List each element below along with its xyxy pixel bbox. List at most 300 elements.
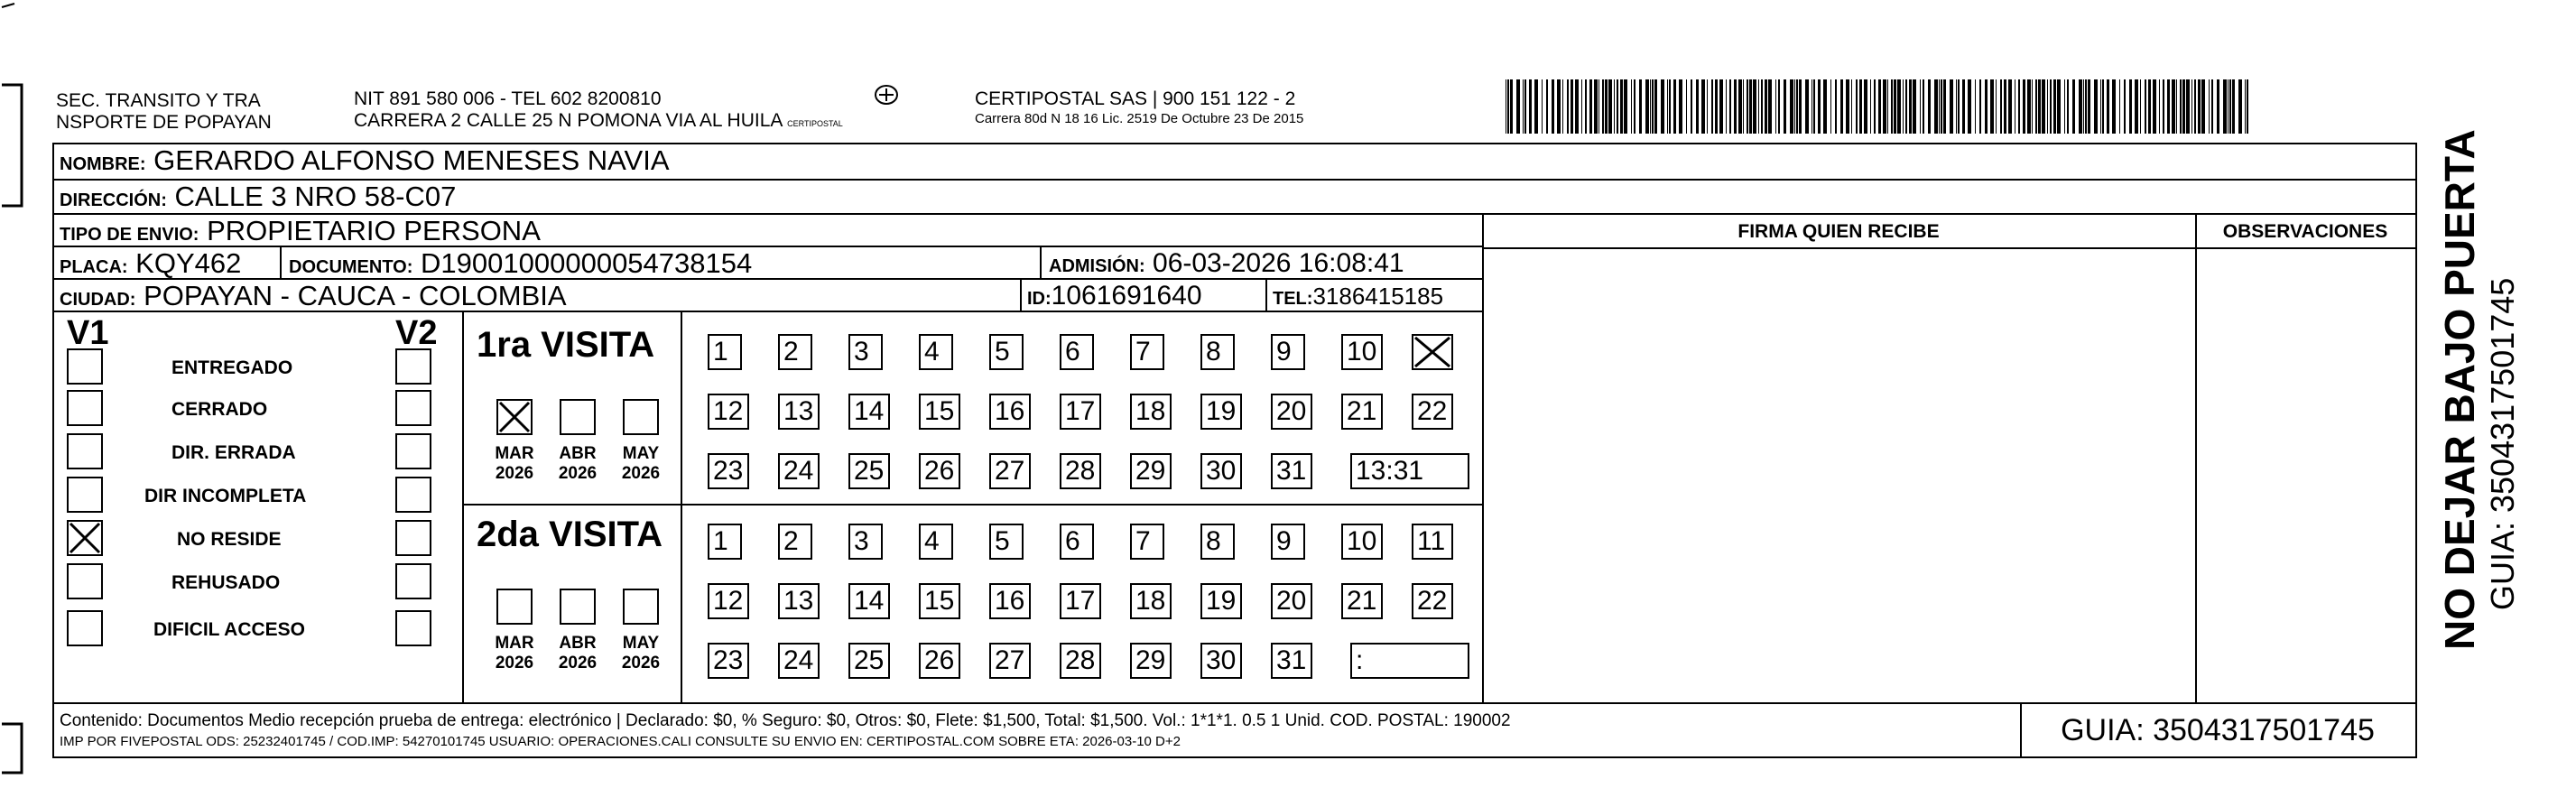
day-box[interactable] — [989, 643, 1031, 679]
month-checkbox[interactable] — [623, 399, 659, 435]
day-box[interactable] — [1271, 583, 1312, 619]
day-box-label: 28 — [1065, 645, 1096, 675]
day-box[interactable] — [919, 643, 960, 679]
day-box[interactable] — [1341, 524, 1383, 560]
barcode-bar — [2129, 79, 2132, 134]
barcode-bar — [1552, 79, 1554, 134]
divider-days — [681, 312, 682, 704]
day-box[interactable] — [1130, 583, 1172, 619]
barcode-bar — [2153, 79, 2156, 134]
v1-checkbox[interactable] — [67, 520, 103, 556]
barcode-bar — [1585, 79, 1587, 134]
barcode-bar — [1614, 79, 1615, 134]
barcode-bar — [1729, 79, 1731, 134]
barcode-bar — [1645, 79, 1649, 134]
day-box[interactable] — [848, 453, 890, 489]
day-box[interactable] — [848, 334, 883, 370]
day-box-label: 4 — [924, 337, 940, 366]
month-label: MAR 2026 — [495, 444, 534, 483]
row-placa: PLACA: KQY462 — [54, 247, 1482, 280]
divider-visit-rows — [462, 504, 1482, 506]
day-box[interactable] — [919, 334, 953, 370]
day-box[interactable] — [778, 334, 812, 370]
day-box-label: 24 — [783, 645, 814, 675]
divider-visits — [462, 312, 464, 704]
day-box[interactable] — [1130, 334, 1164, 370]
barcode-bar — [2085, 79, 2087, 134]
v2-label: V2 — [395, 314, 438, 352]
day-box[interactable] — [1412, 394, 1453, 430]
day-box-label: 31 — [1276, 456, 1307, 486]
barcode-bar — [2194, 79, 2196, 134]
barcode-bar — [1669, 79, 1671, 134]
day-box[interactable] — [1200, 334, 1235, 370]
day-box-label: 17 — [1065, 586, 1096, 616]
day-box-label: 27 — [995, 456, 1025, 486]
v2-checkbox[interactable] — [395, 433, 431, 469]
barcode — [1506, 79, 2255, 138]
barcode-bar — [1765, 79, 1767, 134]
barcode-bar — [2217, 79, 2219, 134]
status-label: DIFICIL ACCESO — [153, 619, 306, 640]
barcode-bar — [2032, 79, 2033, 134]
first-visit-title: 1ra VISITA — [477, 325, 655, 365]
day-box-label: 26 — [924, 645, 955, 675]
barcode-bar — [2053, 79, 2056, 134]
barcode-bar — [1524, 79, 1526, 134]
barcode-bar — [1909, 79, 1912, 134]
day-box[interactable] — [1200, 394, 1242, 430]
barcode-bar — [2209, 79, 2210, 134]
day-box[interactable] — [708, 453, 749, 489]
admision-cell: ADMISIÓN: 06-03-2026 16:08:41 — [1040, 247, 1404, 280]
day-box-label: 30 — [1206, 456, 1237, 486]
documento-value: D19001000000054738154 — [421, 247, 753, 279]
documento-cell: DOCUMENTO: D19001000000054738154 — [280, 247, 752, 280]
barcode-bar — [2067, 79, 2069, 134]
barcode-bar — [1941, 79, 1942, 134]
day-box[interactable] — [1130, 643, 1172, 679]
barcode-bar — [1575, 79, 1579, 134]
day-box[interactable] — [708, 394, 749, 430]
day-box[interactable] — [1341, 583, 1383, 619]
barcode-bar — [1870, 79, 1871, 134]
barcode-bar — [1673, 79, 1676, 134]
barcode-bar — [2088, 79, 2090, 134]
day-box-label: 24 — [783, 456, 814, 486]
day-box-label: 2 — [783, 337, 799, 366]
barcode-bar — [2079, 79, 2082, 134]
day-box[interactable] — [848, 524, 883, 560]
barcode-bar — [2176, 79, 2177, 134]
barcode-bar — [1939, 79, 1940, 134]
day-box-label: 22 — [1417, 586, 1448, 616]
barcode-bar — [2148, 79, 2151, 134]
day-box[interactable] — [989, 334, 1024, 370]
day-box[interactable] — [1060, 453, 1101, 489]
day-box-label: 18 — [1135, 396, 1166, 426]
time-box-label: : — [1356, 645, 1364, 675]
barcode-bar — [1883, 79, 1886, 134]
barcode-bar — [1691, 79, 1692, 134]
barcode-bar — [1634, 79, 1635, 134]
barcode-bar — [1639, 79, 1642, 134]
day-box[interactable] — [1060, 334, 1094, 370]
time-box[interactable] — [1350, 643, 1469, 679]
month-checkbox[interactable] — [496, 399, 533, 435]
day-box[interactable] — [1412, 524, 1453, 560]
day-box-label: 6 — [1065, 526, 1080, 556]
day-box-label: 16 — [995, 586, 1025, 616]
row-tipo: TIPO DE ENVIO: PROPIETARIO PERSONA — [54, 215, 1482, 247]
barcode-bar — [1934, 79, 1938, 134]
day-box[interactable] — [708, 583, 749, 619]
barcode-bar — [1589, 79, 1592, 134]
day-box[interactable] — [989, 453, 1031, 489]
barcode-bar — [1608, 79, 1612, 134]
status-label: DIR INCOMPLETA — [144, 486, 307, 506]
day-box[interactable] — [1200, 453, 1242, 489]
barcode-bar — [2182, 79, 2185, 134]
barcode-bar — [2100, 79, 2101, 134]
observaciones-label: OBSERVACIONES — [2222, 221, 2388, 242]
footer-print-info: IMP POR FIVEPOSTAL ODS: 25232401745 / COD.IMP: 54270101745 USUARIO: OPERACIONES.CALI CONSULTE SU ENVIO EN: CERTIPOSTAL.COM SOBRE ETA: 2026-03-10 D+2 — [60, 734, 1181, 749]
day-box[interactable] — [1130, 453, 1172, 489]
status-label: DIR. ERRADA — [171, 442, 296, 463]
barcode-bar — [1546, 79, 1548, 134]
company-info: CERTIPOSTAL SAS | 900 151 122 - 2 Carrera 80d N 18 16 Lic. 2519 De Octubre 23 De 2015 — [975, 88, 1304, 126]
v2-checkbox[interactable] — [395, 520, 431, 556]
barcode-bar — [1654, 79, 1657, 134]
v2-checkbox[interactable] — [395, 477, 431, 513]
day-box-label: 23 — [713, 645, 744, 675]
day-box[interactable] — [1060, 394, 1101, 430]
v2-checkbox[interactable] — [395, 563, 431, 599]
barcode-bar — [1761, 79, 1763, 134]
barcode-bar — [1790, 79, 1793, 134]
day-box[interactable] — [1130, 524, 1164, 560]
day-box-label: 23 — [713, 456, 744, 486]
barcode-bar — [1905, 79, 1907, 134]
barcode-bar — [1775, 79, 1776, 134]
barcode-bar — [1711, 79, 1713, 134]
day-box[interactable] — [778, 453, 820, 489]
barcode-bar — [1562, 79, 1563, 134]
v1-checkbox[interactable] — [67, 610, 103, 646]
tipo-value: PROPIETARIO PERSONA — [207, 215, 541, 246]
barcode-bar — [1624, 79, 1627, 134]
day-box[interactable] — [919, 453, 960, 489]
day-box-label: 12 — [713, 586, 744, 616]
barcode-bar — [1696, 79, 1699, 134]
delivery-form — [52, 143, 2417, 758]
day-box-label: 15 — [924, 586, 955, 616]
day-box[interactable] — [1271, 643, 1312, 679]
day-box[interactable] — [1200, 643, 1242, 679]
time-box-label: 13:31 — [1356, 456, 1424, 486]
row-ciudad: CIUDAD: POPAYAN - CAUCA - COLOMBIA — [54, 280, 1482, 312]
month-checkbox[interactable] — [496, 589, 533, 625]
barcode-bar — [1813, 79, 1815, 134]
barcode-bar — [1891, 79, 1893, 134]
barcode-bar — [1840, 79, 1843, 134]
barcode-bar — [2119, 79, 2120, 134]
barcode-bar — [2018, 79, 2020, 134]
day-box-label: 5 — [995, 337, 1010, 366]
barcode-bar — [2135, 79, 2138, 134]
barcode-bar — [1516, 79, 1520, 134]
day-box-label: 9 — [1276, 526, 1292, 556]
v1-checkbox[interactable] — [67, 433, 103, 469]
barcode-bar — [2000, 79, 2002, 134]
day-box-label: 31 — [1276, 645, 1307, 675]
barcode-bar — [2163, 79, 2164, 134]
day-box[interactable] — [708, 524, 742, 560]
margin-bracket-icon — [0, 83, 27, 209]
firma-label: FIRMA QUIEN RECIBE — [1737, 221, 1940, 242]
barcode-bar — [1979, 79, 1981, 134]
day-box-label: 19 — [1206, 396, 1237, 426]
month-checkbox[interactable] — [560, 399, 596, 435]
barcode-bar — [1778, 79, 1780, 134]
barcode-bar — [1534, 79, 1538, 134]
day-box[interactable] — [919, 524, 953, 560]
barcode-bar — [1956, 79, 1957, 134]
barcode-bar — [1975, 79, 1976, 134]
barcode-bar — [1652, 79, 1654, 134]
v2-checkbox[interactable] — [395, 348, 431, 385]
day-box-label: 14 — [854, 586, 885, 616]
no-dejar-bajo-puerta: NO DEJAR BAJO PUERTA — [2436, 129, 2483, 650]
day-box-label: 27 — [995, 645, 1025, 675]
barcode-bar — [1631, 79, 1632, 134]
v1-checkbox[interactable] — [67, 390, 103, 426]
barcode-bar — [1887, 79, 1888, 134]
status-label: NO RESIDE — [177, 529, 282, 550]
id-cell: ID:1061691640 — [1020, 280, 1202, 312]
check-cross-icon — [498, 401, 531, 433]
barcode-bar — [2223, 79, 2227, 134]
barcode-bar — [2072, 79, 2075, 134]
day-box[interactable] — [708, 334, 742, 370]
day-box[interactable] — [1200, 524, 1235, 560]
barcode-bar — [1874, 79, 1876, 134]
day-box[interactable] — [778, 524, 812, 560]
barcode-bar — [1667, 79, 1668, 134]
day-box[interactable] — [1060, 583, 1101, 619]
corner-mark-icon — [0, 0, 18, 18]
day-box-label: 7 — [1135, 526, 1151, 556]
barcode-bar — [1851, 79, 1852, 134]
day-box-label: 21 — [1347, 586, 1377, 616]
barcode-bar — [2047, 79, 2048, 134]
barcode-bar — [1523, 79, 1524, 134]
day-box-label: 29 — [1135, 456, 1166, 486]
day-box-label: 18 — [1135, 586, 1166, 616]
barcode-bar — [1738, 79, 1742, 134]
day-box[interactable] — [1271, 394, 1312, 430]
barcode-bar — [1920, 79, 1921, 134]
divider-observaciones — [2195, 215, 2197, 704]
barcode-bar — [1620, 79, 1623, 134]
day-box[interactable] — [1271, 334, 1305, 370]
barcode-bar — [2201, 79, 2205, 134]
barcode-bar — [1990, 79, 1994, 134]
barcode-bar — [2023, 79, 2025, 134]
barcode-bar — [1594, 79, 1598, 134]
status-label: REHUSADO — [171, 572, 281, 593]
barcode-bar — [1823, 79, 1827, 134]
org-address: NIT 891 580 006 - TEL 602 8200810 CARRERA 2 CALLE 25 N POMONA VIA AL HUILA CERTIPOSTAL — [354, 88, 843, 131]
day-box[interactable] — [1341, 334, 1383, 370]
day-box[interactable] — [848, 394, 890, 430]
day-box[interactable] — [848, 643, 890, 679]
barcode-bar — [1726, 79, 1727, 134]
day-box-label: 3 — [854, 526, 869, 556]
day-box-label: 29 — [1135, 645, 1166, 675]
day-box[interactable] — [1412, 334, 1453, 370]
barcode-bar — [1743, 79, 1744, 134]
barcode-bar — [1529, 79, 1532, 134]
day-box-label: 30 — [1206, 645, 1237, 675]
day-box[interactable] — [989, 583, 1031, 619]
barcode-bar — [1923, 79, 1924, 134]
v2-checkbox[interactable] — [395, 390, 431, 426]
barcode-bar — [1510, 79, 1513, 134]
day-box-label: 10 — [1347, 337, 1377, 366]
day-box[interactable] — [708, 643, 749, 679]
barcode-bar — [1602, 79, 1604, 134]
day-box-label: 25 — [854, 645, 885, 675]
barcode-bar — [2180, 79, 2182, 134]
day-box-label: 26 — [924, 456, 955, 486]
day-box[interactable] — [848, 583, 890, 619]
barcode-bar — [1794, 79, 1795, 134]
day-box[interactable] — [1412, 583, 1453, 619]
day-box[interactable] — [919, 583, 960, 619]
barcode-bar — [1686, 79, 1687, 134]
day-box[interactable] — [778, 643, 820, 679]
barcode-bar — [1830, 79, 1831, 134]
barcode-bar — [1878, 79, 1881, 134]
barcode-bar — [1856, 79, 1858, 134]
barcode-bar — [1950, 79, 1953, 134]
month-label: MAY 2026 — [621, 444, 661, 483]
barcode-bar — [2057, 79, 2061, 134]
barcode-bar — [1864, 79, 1867, 134]
barcode-bar — [1985, 79, 1988, 134]
v1-label: V1 — [67, 314, 109, 352]
barcode-bar — [1715, 79, 1718, 134]
barcode-bar — [2159, 79, 2160, 134]
month-checkbox[interactable] — [560, 589, 596, 625]
barcode-bar — [2172, 79, 2175, 134]
day-box-label: 1 — [713, 337, 728, 366]
day-box[interactable] — [989, 394, 1031, 430]
day-box[interactable] — [1271, 453, 1312, 489]
barcode-bar — [1701, 79, 1705, 134]
day-box[interactable] — [778, 394, 820, 430]
barcode-bar — [2228, 79, 2229, 134]
day-box-label: 11 — [1417, 526, 1446, 556]
day-box[interactable] — [989, 524, 1024, 560]
v1-checkbox[interactable] — [67, 477, 103, 513]
month-label: ABR 2026 — [558, 444, 598, 483]
day-box[interactable] — [1060, 643, 1101, 679]
barcode-bar — [2038, 79, 2041, 134]
barcode-bar — [1805, 79, 1809, 134]
day-box[interactable] — [1271, 524, 1305, 560]
day-box-label: 14 — [854, 396, 885, 426]
month-label: MAR 2026 — [495, 634, 534, 672]
barcode-bar — [1913, 79, 1916, 134]
barcode-bar — [2186, 79, 2190, 134]
v1-checkbox[interactable] — [67, 348, 103, 385]
day-box-label: 7 — [1135, 337, 1151, 366]
barcode-bar — [1571, 79, 1573, 134]
month-checkbox[interactable] — [623, 589, 659, 625]
barcode-bar — [1928, 79, 1931, 134]
second-visit-title: 2da VISITA — [477, 515, 663, 554]
day-box-label: 5 — [995, 526, 1010, 556]
barcode-bar — [2102, 79, 2104, 134]
barcode-bar — [2232, 79, 2235, 134]
barcode-bar — [2238, 79, 2242, 134]
barcode-bar — [1846, 79, 1849, 134]
barcode-bar — [2112, 79, 2116, 134]
barcode-bar — [1747, 79, 1748, 134]
footer-content: Contenido: Documentos Medio recepción prueba de entrega: electrónico | Declarado: $0, % Seguro: $0, Otros: $0, Flete: $1,500, Total: $1,500. Vol.: 1*1*1. 0.5 1 Unid. COD. POSTAL: 190002 — [60, 711, 1511, 730]
barcode-bar — [2198, 79, 2201, 134]
barcode-bar — [1661, 79, 1664, 134]
barcode-bar — [1968, 79, 1971, 134]
barcode-bar — [2211, 79, 2213, 134]
barcode-bar — [2107, 79, 2109, 134]
day-box-label: 19 — [1206, 586, 1237, 616]
time-box[interactable] — [1350, 453, 1469, 489]
direccion-value: CALLE 3 NRO 58-C07 — [174, 181, 457, 212]
barcode-bar — [2027, 79, 2031, 134]
barcode-bar — [2083, 79, 2084, 134]
day-box[interactable] — [1341, 394, 1383, 430]
id-value: 1061691640 — [1051, 281, 1202, 311]
day-box-label: 2 — [783, 526, 799, 556]
barcode-bar — [1796, 79, 1798, 134]
placa-value: KQY462 — [135, 247, 242, 279]
barcode-bar — [1605, 79, 1608, 134]
barcode-bar — [2050, 79, 2052, 134]
v2-checkbox[interactable] — [395, 610, 431, 646]
day-box[interactable] — [1060, 524, 1094, 560]
footer-guia: GUIA: 3504317501745 — [2061, 713, 2375, 747]
tel-cell: TEL:3186415185 — [1265, 280, 1443, 312]
certipostal-logo-icon — [868, 83, 904, 107]
barcode-bar — [2247, 79, 2248, 134]
barcode-bar — [1903, 79, 1904, 134]
barcode-bar — [1567, 79, 1569, 134]
barcode-bar — [1679, 79, 1682, 134]
day-box-label: 13 — [783, 586, 814, 616]
barcode-bar — [2042, 79, 2045, 134]
day-box[interactable] — [919, 394, 960, 430]
tel-value: 3186415185 — [1312, 283, 1444, 310]
day-box[interactable] — [778, 583, 820, 619]
day-box[interactable] — [1200, 583, 1242, 619]
v1-checkbox[interactable] — [67, 563, 103, 599]
day-box[interactable] — [1130, 394, 1172, 430]
status-label: ENTREGADO — [171, 357, 293, 378]
admision-value: 06-03-2026 16:08:41 — [1153, 248, 1404, 278]
